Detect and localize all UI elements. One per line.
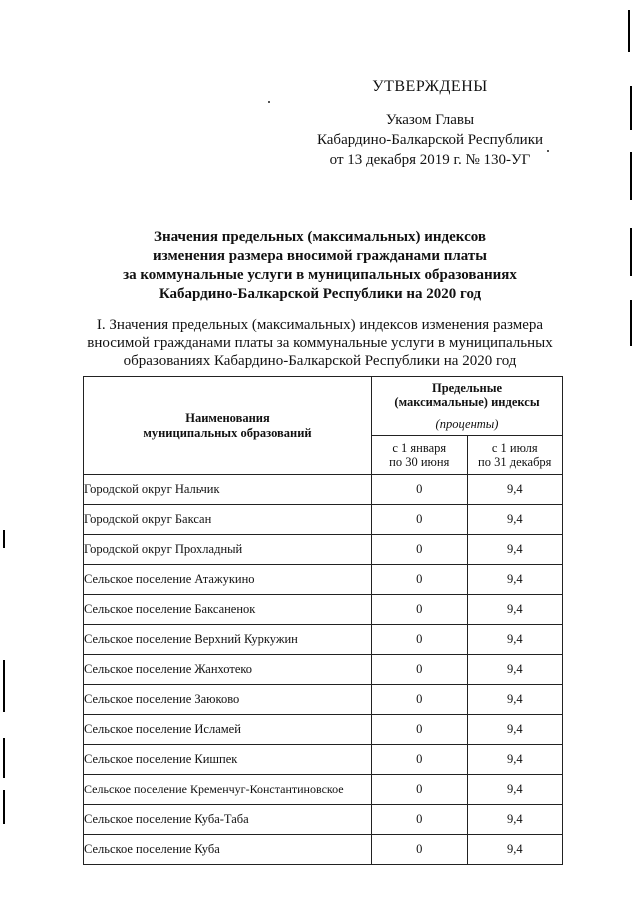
municipality-name: Городской округ Баксан [84,505,372,535]
index-period-2: 9,4 [467,835,563,865]
scan-mark [3,660,5,712]
index-period-1: 0 [372,715,468,745]
index-period-2: 9,4 [467,655,563,685]
municipality-name: Сельское поселение Куба [84,835,372,865]
municipality-name: Сельское поселение Атажукино [84,565,372,595]
approval-line: от 13 декабря 2019 г. № 130-УГ [329,152,531,168]
index-period-2: 9,4 [467,475,563,505]
index-period-2: 9,4 [467,745,563,775]
index-period-1: 0 [372,685,468,715]
table-row [84,715,563,745]
municipality-name: Городской округ Прохладный [84,535,372,565]
index-period-1: 0 [372,595,468,625]
approval-line: Кабардино-Балкарской Республики [316,132,544,148]
approval-title: УТВЕРЖДЕНЫ [372,78,488,95]
scan-mark [3,790,5,824]
index-period-1: 0 [372,565,468,595]
column-header-period-1: с 1 января по 30 июня [372,436,468,475]
table-row [84,535,563,565]
indices-table [83,376,563,865]
scan-mark [630,152,632,200]
column-header-name: Наименования муниципальных образований [84,377,372,475]
index-period-2: 9,4 [467,685,563,715]
table-row [84,505,563,535]
index-period-2: 9,4 [467,625,563,655]
table-row [84,595,563,625]
scan-mark [3,530,5,548]
approval-line: Указом Главы [385,112,475,128]
approval-block [300,78,560,170]
municipality-name: Городской округ Нальчик [84,475,372,505]
scan-mark [630,228,632,276]
index-period-2: 9,4 [467,715,563,745]
municipality-name: Сельское поселение Баксаненок [84,595,372,625]
table-row [84,775,563,805]
index-period-1: 0 [372,835,468,865]
scan-dot [268,101,270,103]
index-period-2: 9,4 [467,775,563,805]
index-period-2: 9,4 [467,535,563,565]
index-period-2: 9,4 [467,805,563,835]
table-body [84,475,563,865]
municipality-name: Сельское поселение Жанхотеко [84,655,372,685]
municipality-name: Сельское поселение Кременчуг-Константиновское [84,775,372,805]
index-period-1: 0 [372,775,468,805]
column-header-period-2: с 1 июля по 31 декабря [467,436,563,475]
index-period-2: 9,4 [467,565,563,595]
index-period-1: 0 [372,805,468,835]
index-period-1: 0 [372,745,468,775]
index-period-1: 0 [372,625,468,655]
municipality-name: Сельское поселение Кишпек [84,745,372,775]
index-period-1: 0 [372,655,468,685]
municipality-name: Сельское поселение Исламей [84,715,372,745]
table-row [84,655,563,685]
scan-mark [630,86,632,130]
municipality-name: Сельское поселение Куба-Таба [84,805,372,835]
index-period-2: 9,4 [467,505,563,535]
table-row [84,565,563,595]
document-title: Значения предельных (максимальных) индексов изменения размера вносимой гражданами платы за коммунальные услуги в муниципальных образованиях Кабардино-Балкарской Республики на 2020 год [123,229,517,302]
table-row [84,685,563,715]
table-row [84,835,563,865]
units-label: (проценты) [435,417,499,431]
scan-mark [628,10,630,52]
index-period-1: 0 [372,505,468,535]
table-row [84,745,563,775]
scan-mark [630,300,632,346]
table-row [84,475,563,505]
table-row [84,805,563,835]
index-period-1: 0 [372,535,468,565]
table-row [84,625,563,655]
index-period-2: 9,4 [467,595,563,625]
column-header-indices: Предельные (максимальные) индексы (проценты) [372,377,563,436]
municipality-name: Сельское поселение Верхний Куркужин [84,625,372,655]
scan-mark [3,738,5,778]
index-period-1: 0 [372,475,468,505]
municipality-name: Сельское поселение Заюково [84,685,372,715]
section-heading: I. Значения предельных (максимальных) индексов изменения размера вносимой гражданами платы за коммунальные услуги в муниципальных образованиях Кабардино-Балкарской Республики на 2020 год [87,317,553,369]
